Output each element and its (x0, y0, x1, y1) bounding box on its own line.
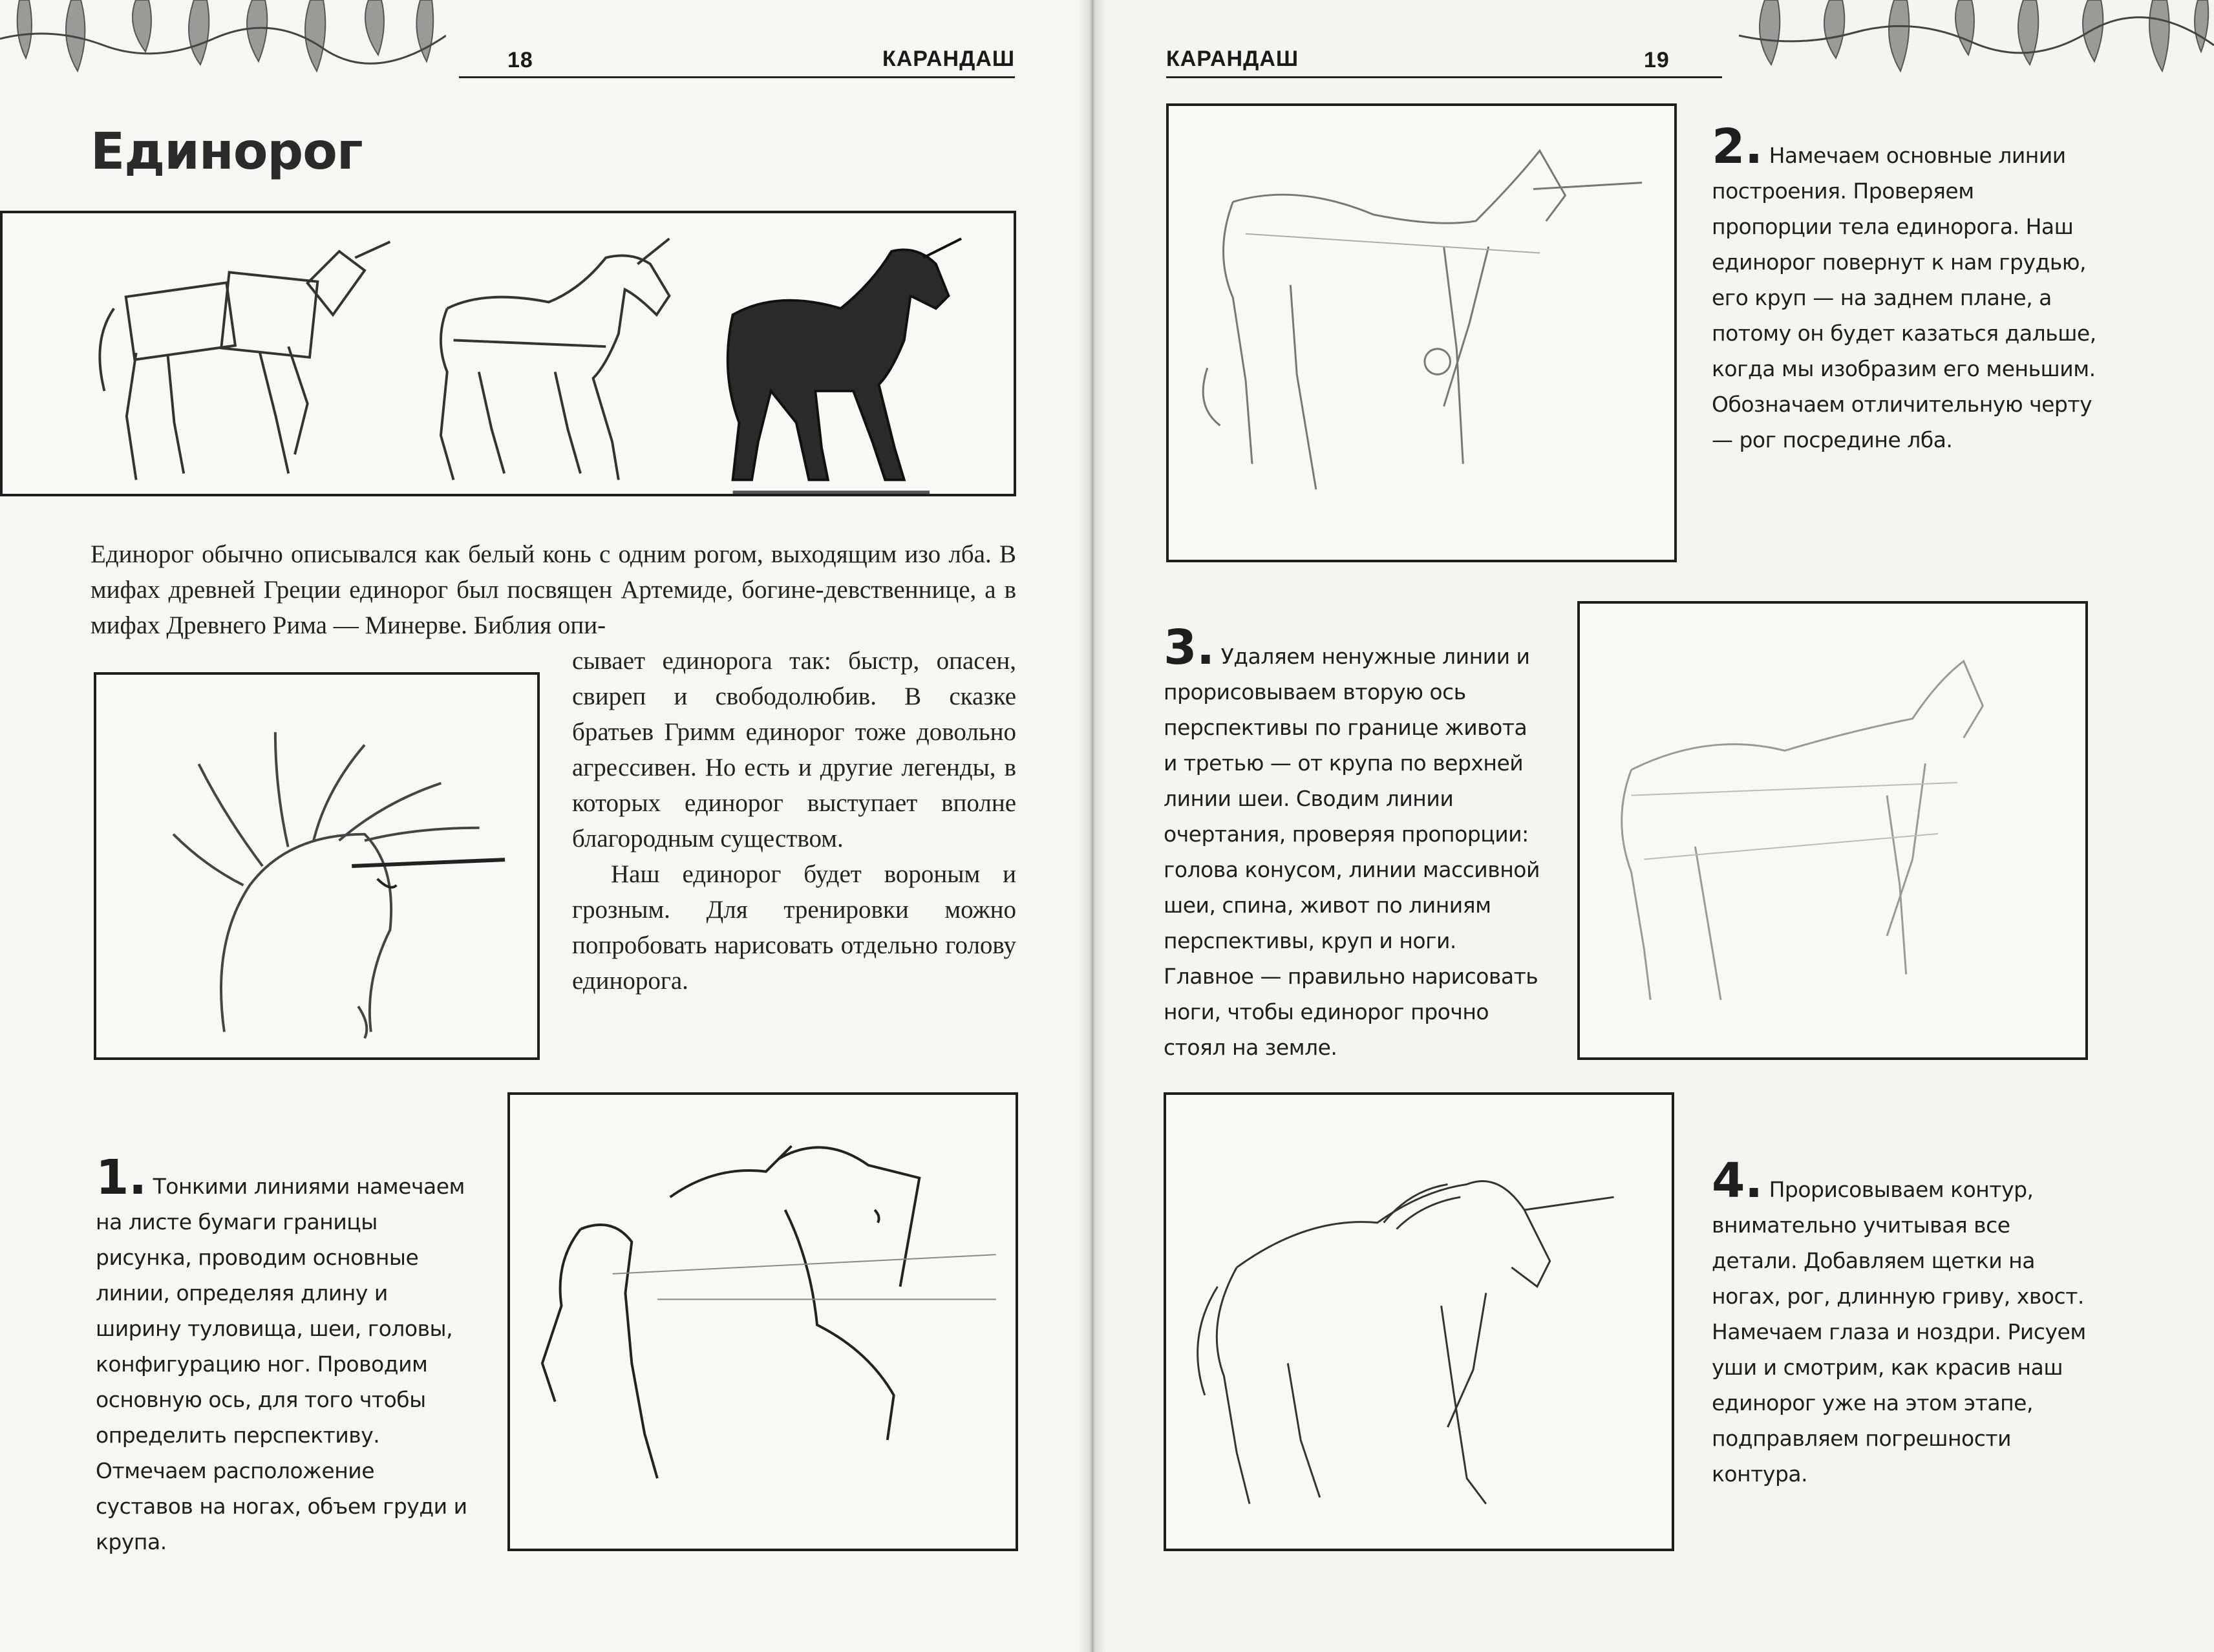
step-2-illustration (1166, 103, 1677, 562)
step-4-number: 4. (1712, 1153, 1763, 1209)
running-title-left: КАРАНДАШ (882, 47, 1016, 71)
leaf-ornament-left (0, 0, 446, 78)
unicorn-outline-sketch (441, 238, 669, 480)
page-number-right: 19 (1644, 48, 1670, 72)
step-4-text: Прорисовываем контур, внимательно учитывая все детали. Добавляем щетки на ногах, рог, длинную гриву, хвост. Намечаем глаза и ноздри. Рисуем уши и смотрим, как красив наш единорог уже на этом этапе, подправляем погрешности контура. (1712, 1177, 2086, 1487)
step-3-illustration (1577, 601, 2088, 1060)
step-3-number: 3. (1164, 620, 1215, 675)
step-4-illustration (1164, 1092, 1674, 1551)
unicorn-shaded-sketch (728, 238, 961, 492)
step-2-text: Намечаем основные линии построения. Проверяем пропорции тела единорога. Наш единорог повернут к нам грудью, его круп — на заднем плане, а потому он будет казаться дальше, когда мы изобразим его меньшим. Обозначаем отличительную черту — рог посредине лба. (1712, 143, 2096, 452)
header-rule-left (459, 76, 1015, 78)
intro-paragraph-2: Наш единорог будет вороным и грозным. Для тренировки можно попробовать нарисовать отдельно голову единорога. (572, 860, 1016, 995)
running-title-right: КАРАНДАШ (1166, 47, 1299, 71)
unicorn-blocks-sketch (100, 242, 390, 480)
unicorn-head-illustration (94, 672, 540, 1060)
intro-paragraph-1: Единорог обычно описывался как белый конь с одним рогом, выходящим изо лба. В мифах древней Греции единорог был посвящен Артемиде, богине-девственнице, а в мифах Древнего Рима — Минерве. Библия опи- (90, 540, 1016, 639)
step-3 (1164, 620, 1545, 1065)
intro-text-column (572, 643, 1016, 999)
intro-paragraph (90, 536, 1016, 643)
step-1-text: Тонкими линиями намечаем на листе бумаги границы рисунка, проводим основные линии, определяя длину и ширину туловища, шеи, головы, конфигурацию ног. Проводим основную ось, для того чтобы определить перспективу. Отмечаем расположение суставов на ногах, объем груди и крупа. (96, 1174, 467, 1554)
step-2 (1712, 119, 2100, 458)
intro-paragraph-1-wrap: сывает единорога так: быстр, опасен, свиреп и свободолюбив. В сказке братьев Гримм единорог тоже довольно агрессивен. Но есть и другие легенды, в которых единорог выступает вполне благородным существом. (572, 647, 1016, 852)
step-4 (1712, 1153, 2100, 1492)
book-gutter (1078, 0, 1107, 1652)
step-1-number: 1. (96, 1150, 147, 1205)
header-rule-right (1166, 76, 1722, 78)
leaf-ornament-right (1739, 0, 2214, 78)
page-number-left: 18 (507, 48, 533, 72)
step-1-illustration (507, 1092, 1018, 1551)
stages-banner-illustration (0, 211, 1016, 496)
step-2-number: 2. (1712, 119, 1763, 175)
step-3-text: Удаляем ненужные линии и прорисовываем вторую ось перспективы по границе живота и третью — от крупа по верхней линии шеи. Сводим линии очертания, проверяя пропорции: голова конусом, линии массивной шеи, спина, живот по линиям перспективы, круп и ноги. Главное — правильно нарисовать ноги, чтобы единорог прочно стоял на земле. (1164, 644, 1540, 1060)
step-1 (96, 1150, 477, 1560)
page-title: Единорог (90, 123, 363, 181)
